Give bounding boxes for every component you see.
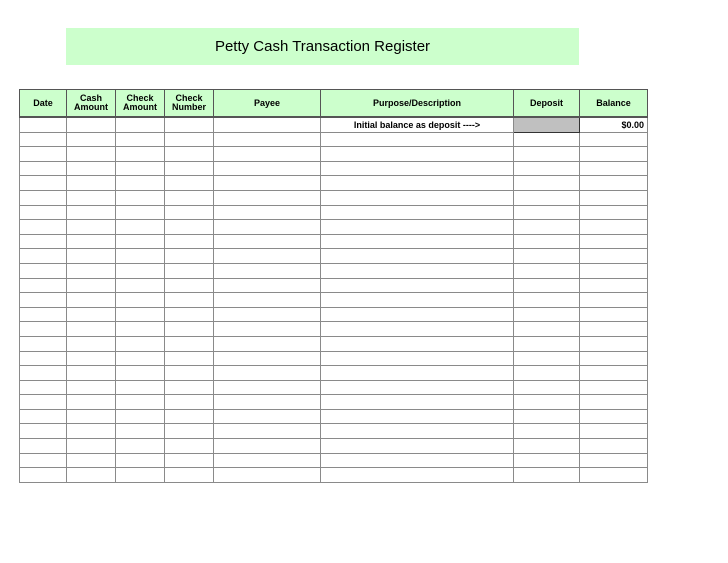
balance-cell[interactable] (580, 161, 648, 176)
payee-cell[interactable] (214, 307, 321, 322)
cash-amount-cell[interactable] (67, 176, 116, 191)
balance-cell[interactable] (580, 234, 648, 249)
table-row (20, 234, 648, 249)
date-cell[interactable] (20, 234, 67, 249)
register-title (66, 28, 579, 65)
cash-amount-cell[interactable] (67, 293, 116, 308)
payee-cell[interactable] (214, 366, 321, 381)
table-row-initial-balance (20, 117, 648, 132)
deposit-cell[interactable] (514, 249, 580, 264)
deposit-cell[interactable] (514, 439, 580, 454)
table-row (20, 307, 648, 322)
description-cell[interactable] (321, 409, 514, 424)
cash-amount-cell[interactable] (67, 453, 116, 468)
deposit-cell[interactable] (514, 205, 580, 220)
balance-cell[interactable] (580, 439, 648, 454)
check-number-cell[interactable] (165, 395, 214, 410)
payee-cell[interactable] (214, 263, 321, 278)
payee-cell[interactable] (214, 205, 321, 220)
cash-amount-cell[interactable] (67, 366, 116, 381)
check-amount-cell[interactable] (116, 366, 165, 381)
balance-cell[interactable] (580, 293, 648, 308)
table-row (20, 453, 648, 468)
payee-cell[interactable] (214, 439, 321, 454)
date-cell[interactable] (20, 293, 67, 308)
deposit-cell[interactable] (514, 132, 580, 147)
check-amount-cell[interactable] (116, 205, 165, 220)
payee-cell[interactable] (214, 293, 321, 308)
cash-amount-cell[interactable] (67, 263, 116, 278)
header-row (20, 90, 648, 118)
description-cell[interactable] (321, 307, 514, 322)
date-cell[interactable] (20, 380, 67, 395)
check-amount-cell[interactable] (116, 307, 165, 322)
check-number-cell[interactable] (165, 161, 214, 176)
description-cell[interactable] (321, 366, 514, 381)
deposit-cell[interactable] (514, 366, 580, 381)
cash-amount-cell[interactable] (67, 147, 116, 162)
check-number-cell[interactable] (165, 263, 214, 278)
payee-cell[interactable] (214, 424, 321, 439)
description-cell[interactable] (321, 322, 514, 337)
check-amount-cell[interactable] (116, 220, 165, 235)
cash-amount-cell[interactable] (67, 322, 116, 337)
deposit-cell[interactable] (514, 176, 580, 191)
description-cell[interactable] (321, 263, 514, 278)
balance-cell[interactable] (580, 453, 648, 468)
balance-cell[interactable] (580, 190, 648, 205)
column-header-check-number: Check Number (165, 90, 214, 118)
description-cell[interactable] (321, 132, 514, 147)
deposit-cell[interactable] (514, 336, 580, 351)
check-number-cell[interactable] (165, 307, 214, 322)
date-cell[interactable] (20, 468, 67, 483)
payee-cell[interactable] (214, 278, 321, 293)
payee-cell[interactable] (214, 322, 321, 337)
check-number-cell[interactable] (165, 205, 214, 220)
table-row (20, 409, 648, 424)
date-cell[interactable] (20, 409, 67, 424)
payee-cell[interactable] (214, 249, 321, 264)
cash-amount-cell[interactable] (67, 424, 116, 439)
description-cell[interactable] (321, 190, 514, 205)
payee-cell[interactable] (214, 453, 321, 468)
deposit-cell[interactable] (514, 409, 580, 424)
check-number-cell[interactable] (165, 132, 214, 147)
balance-cell[interactable] (580, 147, 648, 162)
deposit-cell[interactable] (514, 190, 580, 205)
payee-cell[interactable] (214, 190, 321, 205)
cash-amount-cell[interactable] (67, 220, 116, 235)
deposit-cell[interactable] (514, 293, 580, 308)
description-cell[interactable] (321, 249, 514, 264)
check-amount-cell[interactable] (116, 234, 165, 249)
deposit-cell[interactable] (514, 351, 580, 366)
balance-cell[interactable] (580, 176, 648, 191)
description-cell[interactable] (321, 147, 514, 162)
column-header-balance: Balance (580, 90, 648, 118)
payee-cell[interactable] (214, 161, 321, 176)
check-number-cell[interactable] (165, 249, 214, 264)
column-header-date: Date (20, 90, 67, 118)
balance-cell[interactable] (580, 132, 648, 147)
deposit-cell[interactable] (514, 234, 580, 249)
check-number-cell[interactable] (165, 234, 214, 249)
balance-cell[interactable] (580, 468, 648, 483)
date-cell[interactable] (20, 147, 67, 162)
deposit-cell[interactable] (514, 468, 580, 483)
check-number-cell[interactable] (165, 322, 214, 337)
table-row (20, 147, 648, 162)
transaction-register-table (19, 89, 648, 483)
cash-amount-cell[interactable] (67, 439, 116, 454)
check-number-cell[interactable] (165, 380, 214, 395)
date-cell[interactable] (20, 322, 67, 337)
payee-cell[interactable] (214, 132, 321, 147)
table-row (20, 468, 648, 483)
description-cell[interactable] (321, 161, 514, 176)
date-cell[interactable] (20, 336, 67, 351)
check-amount-cell[interactable] (116, 117, 165, 132)
date-cell[interactable] (20, 205, 67, 220)
description-cell[interactable] (321, 336, 514, 351)
deposit-cell[interactable] (514, 380, 580, 395)
date-cell[interactable] (20, 439, 67, 454)
check-amount-cell[interactable] (116, 468, 165, 483)
check-amount-cell[interactable] (116, 424, 165, 439)
column-header-check-amount: Check Amount (116, 90, 165, 118)
check-number-cell[interactable] (165, 147, 214, 162)
column-header-deposit: Deposit (514, 90, 580, 118)
description-cell[interactable] (321, 278, 514, 293)
balance-cell[interactable] (580, 307, 648, 322)
cash-amount-cell[interactable] (67, 351, 116, 366)
description-cell[interactable] (321, 468, 514, 483)
table-row (20, 366, 648, 381)
date-cell[interactable] (20, 249, 67, 264)
table-row (20, 190, 648, 205)
payee-cell[interactable] (214, 176, 321, 191)
check-number-cell[interactable] (165, 453, 214, 468)
table-row (20, 395, 648, 410)
cash-amount-cell[interactable] (67, 132, 116, 147)
date-cell[interactable] (20, 278, 67, 293)
deposit-cell[interactable] (514, 278, 580, 293)
payee-cell[interactable] (214, 234, 321, 249)
check-amount-cell[interactable] (116, 278, 165, 293)
description-cell[interactable] (321, 234, 514, 249)
date-cell[interactable] (20, 176, 67, 191)
balance-cell[interactable] (580, 366, 648, 381)
payee-cell[interactable] (214, 468, 321, 483)
cash-amount-cell[interactable] (67, 468, 116, 483)
table-row (20, 278, 648, 293)
balance-cell[interactable]: $0.00 (580, 117, 648, 132)
table-row (20, 322, 648, 337)
balance-cell[interactable] (580, 395, 648, 410)
table-row (20, 439, 648, 454)
date-cell[interactable] (20, 453, 67, 468)
balance-cell[interactable] (580, 278, 648, 293)
check-number-cell[interactable] (165, 293, 214, 308)
check-number-cell[interactable] (165, 439, 214, 454)
check-amount-cell[interactable] (116, 190, 165, 205)
check-number-cell[interactable] (165, 278, 214, 293)
cash-amount-cell[interactable] (67, 395, 116, 410)
balance-cell[interactable] (580, 263, 648, 278)
description-cell[interactable] (321, 439, 514, 454)
check-number-cell[interactable] (165, 409, 214, 424)
deposit-cell[interactable] (514, 117, 580, 132)
cash-amount-cell[interactable] (67, 307, 116, 322)
description-cell[interactable]: Initial balance as deposit ----> (321, 117, 514, 132)
cash-amount-cell[interactable] (67, 409, 116, 424)
check-amount-cell[interactable] (116, 147, 165, 162)
cash-amount-cell[interactable] (67, 205, 116, 220)
table-row (20, 205, 648, 220)
date-cell[interactable] (20, 161, 67, 176)
cash-amount-cell[interactable] (67, 249, 116, 264)
check-amount-cell[interactable] (116, 322, 165, 337)
description-cell[interactable] (321, 424, 514, 439)
balance-cell[interactable] (580, 424, 648, 439)
check-amount-cell[interactable] (116, 263, 165, 278)
description-cell[interactable] (321, 395, 514, 410)
deposit-cell[interactable] (514, 147, 580, 162)
check-amount-cell[interactable] (116, 409, 165, 424)
table-row (20, 293, 648, 308)
deposit-cell[interactable] (514, 263, 580, 278)
table-row (20, 249, 648, 264)
column-header-purpose-description: Purpose/Description (321, 90, 514, 118)
description-cell[interactable] (321, 453, 514, 468)
check-number-cell[interactable] (165, 468, 214, 483)
check-number-cell[interactable] (165, 220, 214, 235)
table-row (20, 132, 648, 147)
check-number-cell[interactable] (165, 424, 214, 439)
date-cell[interactable] (20, 220, 67, 235)
description-cell[interactable] (321, 293, 514, 308)
check-amount-cell[interactable] (116, 351, 165, 366)
deposit-cell[interactable] (514, 220, 580, 235)
payee-cell[interactable] (214, 220, 321, 235)
payee-cell[interactable] (214, 336, 321, 351)
table-row (20, 351, 648, 366)
balance-cell[interactable] (580, 351, 648, 366)
date-cell[interactable] (20, 351, 67, 366)
description-cell[interactable] (321, 380, 514, 395)
check-number-cell[interactable] (165, 190, 214, 205)
check-amount-cell[interactable] (116, 176, 165, 191)
payee-cell[interactable] (214, 395, 321, 410)
balance-cell[interactable] (580, 409, 648, 424)
check-amount-cell[interactable] (116, 161, 165, 176)
deposit-cell[interactable] (514, 161, 580, 176)
payee-cell[interactable] (214, 409, 321, 424)
check-amount-cell[interactable] (116, 249, 165, 264)
payee-cell[interactable] (214, 117, 321, 132)
description-cell[interactable] (321, 351, 514, 366)
check-amount-cell[interactable] (116, 132, 165, 147)
deposit-cell[interactable] (514, 322, 580, 337)
cash-amount-cell[interactable] (67, 278, 116, 293)
deposit-cell[interactable] (514, 307, 580, 322)
balance-cell[interactable] (580, 322, 648, 337)
check-number-cell[interactable] (165, 366, 214, 381)
check-amount-cell[interactable] (116, 293, 165, 308)
column-header-cash-amount: Cash Amount (67, 90, 116, 118)
check-amount-cell[interactable] (116, 380, 165, 395)
register-title-text: Petty Cash Transaction Register (214, 38, 431, 55)
date-cell[interactable] (20, 395, 67, 410)
date-cell[interactable] (20, 190, 67, 205)
check-amount-cell[interactable] (116, 395, 165, 410)
check-number-cell[interactable] (165, 351, 214, 366)
balance-cell[interactable] (580, 336, 648, 351)
deposit-cell[interactable] (514, 395, 580, 410)
check-number-cell[interactable] (165, 117, 214, 132)
column-header-payee: Payee (214, 90, 321, 118)
cash-amount-cell[interactable] (67, 190, 116, 205)
deposit-cell[interactable] (514, 453, 580, 468)
table-row (20, 161, 648, 176)
description-cell[interactable] (321, 220, 514, 235)
balance-cell[interactable] (580, 380, 648, 395)
date-cell[interactable] (20, 117, 67, 132)
balance-cell[interactable] (580, 205, 648, 220)
check-amount-cell[interactable] (116, 439, 165, 454)
deposit-cell[interactable] (514, 424, 580, 439)
cash-amount-cell[interactable] (67, 161, 116, 176)
cash-amount-cell[interactable] (67, 380, 116, 395)
description-cell[interactable] (321, 205, 514, 220)
check-number-cell[interactable] (165, 176, 214, 191)
table-row (20, 220, 648, 235)
table-row (20, 380, 648, 395)
payee-cell[interactable] (214, 351, 321, 366)
payee-cell[interactable] (214, 380, 321, 395)
balance-cell[interactable] (580, 249, 648, 264)
payee-cell[interactable] (214, 147, 321, 162)
cash-amount-cell[interactable] (67, 117, 116, 132)
table-row (20, 424, 648, 439)
table-row (20, 263, 648, 278)
date-cell[interactable] (20, 366, 67, 381)
table-row (20, 336, 648, 351)
date-cell[interactable] (20, 263, 67, 278)
balance-cell[interactable] (580, 220, 648, 235)
check-amount-cell[interactable] (116, 453, 165, 468)
cash-amount-cell[interactable] (67, 234, 116, 249)
date-cell[interactable] (20, 307, 67, 322)
date-cell[interactable] (20, 132, 67, 147)
date-cell[interactable] (20, 424, 67, 439)
check-amount-cell[interactable] (116, 336, 165, 351)
cash-amount-cell[interactable] (67, 336, 116, 351)
description-cell[interactable] (321, 176, 514, 191)
table-row (20, 176, 648, 191)
check-number-cell[interactable] (165, 336, 214, 351)
